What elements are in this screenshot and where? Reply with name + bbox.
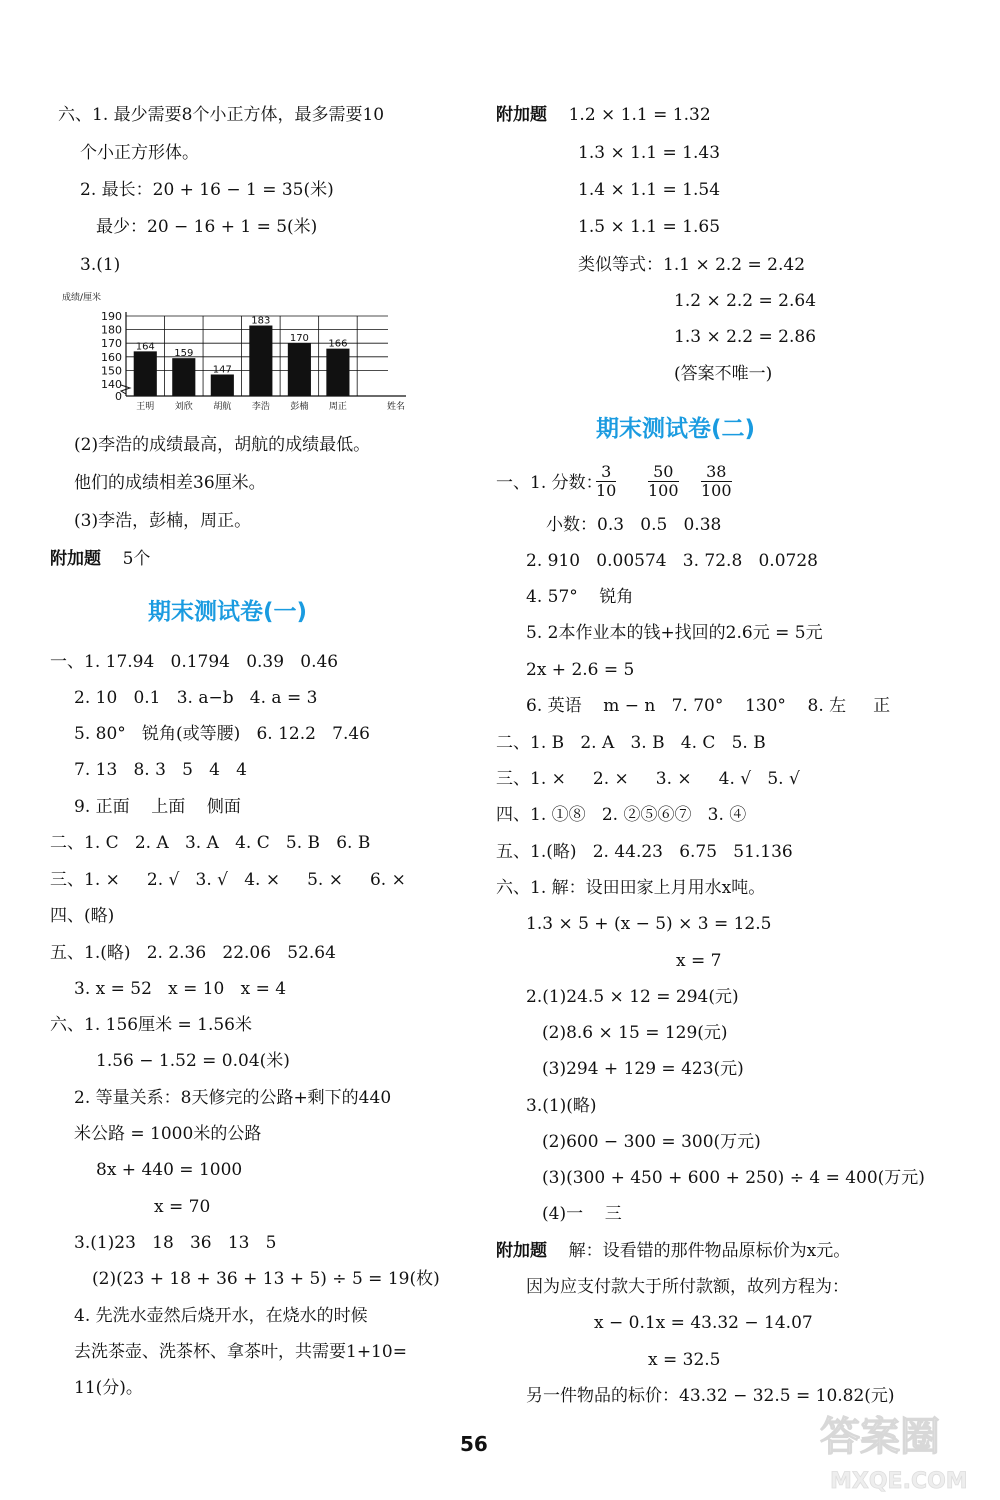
bar-value-label: 164 bbox=[135, 341, 155, 353]
right-answer-line: 5. 2本作业本的钱+找回的2.6元 = 5元 bbox=[526, 623, 823, 643]
section-title-final-exam-2: 期末测试卷(二) bbox=[596, 416, 756, 442]
left-answer-line: 1.56 − 1.52 = 0.04(米) bbox=[96, 1051, 290, 1071]
x-tick-label: 彭楠 bbox=[290, 402, 309, 412]
right-answer-line: 1.3 × 2.2 = 2.86 bbox=[674, 327, 817, 347]
right-answer-line: x = 7 bbox=[676, 951, 722, 971]
left-answer-line: (2)李浩的成绩最高，胡航的成绩最低。 bbox=[74, 435, 371, 455]
left-answer-line: 四、(略) bbox=[50, 906, 115, 926]
extra-question-label: 附加题 bbox=[496, 1241, 547, 1261]
left-answer-line: 他们的成绩相差36厘米。 bbox=[74, 473, 266, 493]
x-axis-label: 姓名 bbox=[386, 402, 406, 412]
left-answer-line: 五、1.(略) 2. 2.36 22.06 52.64 bbox=[50, 943, 336, 963]
x-tick-label: 王明 bbox=[136, 402, 155, 412]
bar bbox=[172, 358, 195, 396]
y-tick-label: 0 bbox=[115, 390, 122, 403]
left-answer-line: 8x + 440 = 1000 bbox=[96, 1160, 243, 1180]
fraction-2: $\frac{50}{100}$ bbox=[648, 462, 679, 500]
left-answer-line: 一、1. 17.94 0.1794 0.39 0.46 bbox=[50, 652, 339, 672]
bar-value-label: 159 bbox=[174, 348, 194, 360]
right-answer-line: 2x + 2.6 = 5 bbox=[526, 660, 635, 680]
left-answer-line: 2. 10 0.1 3. a−b 4. a = 3 bbox=[74, 688, 318, 708]
left-answer-line: 个小正方形体。 bbox=[80, 143, 199, 163]
watermark-url: MXQE.COM bbox=[830, 1469, 968, 1494]
x-tick-label: 刘欣 bbox=[174, 402, 193, 412]
right-answer-line: 三、1. × 2. × 3. × 4. √ 5. √ bbox=[496, 769, 800, 789]
left-answer-line: 3.(1)23 18 36 13 5 bbox=[74, 1233, 277, 1253]
y-tick-label: 150 bbox=[101, 364, 122, 378]
right-answer-line: 1.3 × 5 + (x − 5) × 3 = 12.5 bbox=[526, 914, 772, 934]
right-answer-line: 小数：0.3 0.5 0.38 bbox=[546, 515, 722, 535]
y-tick-label: 190 bbox=[101, 310, 122, 323]
left-answer-line: 4. 先洗水壶然后烧开水，在烧水的时候 bbox=[74, 1306, 368, 1326]
right-answer-line: (3)294 + 129 = 423(元) bbox=[542, 1059, 744, 1079]
right-answer-line: 2. 910 0.00574 3. 72.8 0.0728 bbox=[526, 551, 818, 571]
y-tick-label: 170 bbox=[101, 337, 122, 351]
left-answer-line: 11(分)。 bbox=[74, 1378, 143, 1398]
right-answer-line: (2)600 − 300 = 300(万元) bbox=[542, 1132, 761, 1152]
section-title-final-exam-1: 期末测试卷(一) bbox=[148, 599, 308, 625]
site-watermark-logo bbox=[810, 1400, 990, 1495]
right-answer-line: 因为应支付款大于所付款额，故列方程为： bbox=[526, 1277, 849, 1297]
right-answer-line: 附加题 解：设看错的那件物品原标价为x元。 bbox=[496, 1241, 851, 1261]
right-answer-line: 1.3 × 1.1 = 1.43 bbox=[578, 143, 721, 163]
page-number: 56 bbox=[460, 1432, 488, 1456]
extra-question-label: 附加题 bbox=[50, 549, 101, 569]
left-answer-line: 二、1. C 2. A 3. A 4. C 5. B 6. B bbox=[50, 833, 371, 853]
right-answer-line: (3)(300 + 450 + 600 + 250) ÷ 4 = 400(万元) bbox=[542, 1168, 925, 1188]
x-tick-label: 胡航 bbox=[213, 402, 232, 412]
right-answer-line: 一、1. 分数： bbox=[496, 473, 603, 493]
watermark-text: 答案圈 bbox=[820, 1414, 940, 1460]
left-answer-line: 附加题 5个 bbox=[50, 549, 151, 569]
left-answer-line: 六、1. 156厘米 = 1.56米 bbox=[50, 1015, 252, 1035]
left-answer-line: 最少：20 − 16 + 1 = 5(米) bbox=[96, 217, 318, 237]
left-answer-line: 去洗茶壶、洗茶杯、拿茶叶，共需要1+10= bbox=[74, 1342, 407, 1362]
left-answer-line: 2. 最长：20 + 16 − 1 = 35(米) bbox=[80, 180, 334, 200]
bar-value-label: 147 bbox=[212, 364, 232, 376]
height-bar-chart bbox=[58, 290, 428, 415]
right-answer-line: 四、1. ①⑧ 2. ②⑤⑥⑦ 3. ④ bbox=[496, 805, 747, 825]
bar bbox=[326, 349, 349, 396]
right-answer-line: 另一件物品的标价：43.32 − 32.5 = 10.82(元) bbox=[526, 1386, 895, 1406]
right-answer-line: 1.4 × 1.1 = 1.54 bbox=[578, 180, 721, 200]
right-answer-line: 2.(1)24.5 × 12 = 294(元) bbox=[526, 987, 739, 1007]
right-answer-line: 附加题 1.2 × 1.1 = 1.32 bbox=[496, 105, 711, 125]
y-tick-label: 180 bbox=[101, 323, 122, 337]
right-answer-line: x − 0.1x = 43.32 − 14.07 bbox=[594, 1313, 813, 1333]
left-answer-line: 9. 正面 上面 侧面 bbox=[74, 797, 241, 817]
left-answer-line: (2)(23 + 18 + 36 + 13 + 5) ÷ 5 = 19(枚) bbox=[92, 1269, 440, 1289]
right-answer-line: 4. 57° 锐角 bbox=[526, 587, 634, 607]
left-answer-line: 三、1. × 2. √ 3. √ 4. × 5. × 6. × bbox=[50, 870, 406, 890]
left-answer-line: 7. 13 8. 3 5 4 4 bbox=[74, 760, 247, 780]
left-answer-line: 六、1. 最少需要8个小正方体，最多需要10 bbox=[58, 105, 385, 125]
fraction-1: $\frac{3}{10}$ bbox=[596, 462, 617, 500]
y-tick-label: 140 bbox=[101, 378, 122, 391]
bar bbox=[211, 374, 234, 396]
x-tick-label: 李浩 bbox=[251, 402, 270, 412]
left-answer-line: 米公路 = 1000米的公路 bbox=[74, 1124, 262, 1144]
right-answer-line: 3.(1)(略) bbox=[526, 1096, 597, 1116]
right-answer-line: (4)一 三 bbox=[542, 1204, 622, 1224]
bar-value-label: 166 bbox=[328, 338, 348, 350]
y-tick-label: 160 bbox=[101, 350, 122, 364]
bar-value-label: 183 bbox=[251, 315, 271, 327]
right-answer-line: (答案不唯一) bbox=[674, 364, 773, 384]
right-answer-line: 6. 英语 m − n 7. 70° 130° 8. 左 正 bbox=[526, 696, 891, 716]
right-answer-line: (2)8.6 × 15 = 129(元) bbox=[542, 1023, 728, 1043]
extra-question-label: 附加题 bbox=[496, 105, 547, 125]
y-axis-label: 成绩/厘米 bbox=[62, 293, 102, 303]
bar bbox=[134, 351, 157, 396]
right-answer-line: 类似等式：1.1 × 2.2 = 2.42 bbox=[578, 255, 806, 275]
left-answer-line: x = 70 bbox=[154, 1197, 211, 1217]
bar bbox=[288, 343, 311, 396]
bar-value-label: 170 bbox=[289, 333, 309, 345]
left-answer-line: 2. 等量关系：8天修完的公路+剩下的440 bbox=[74, 1088, 392, 1108]
left-answer-line: 5. 80° 锐角(或等腰) 6. 12.2 7.46 bbox=[74, 724, 370, 744]
fraction-3: $\frac{38}{100}$ bbox=[701, 462, 732, 500]
left-answer-line: 3. x = 52 x = 10 x = 4 bbox=[74, 979, 287, 999]
bar bbox=[249, 326, 272, 396]
right-answer-line: x = 32.5 bbox=[648, 1350, 721, 1370]
right-answer-line: 六、1. 解：设田田家上月用水x吨。 bbox=[496, 878, 766, 898]
right-answer-line: 1.2 × 2.2 = 2.64 bbox=[674, 291, 817, 311]
right-answer-line: 二、1. B 2. A 3. B 4. C 5. B bbox=[496, 733, 766, 753]
left-answer-line: 3.(1) bbox=[80, 255, 121, 275]
right-answer-line: 五、1.(略) 2. 44.23 6.75 51.136 bbox=[496, 842, 793, 862]
right-answer-line: 1.5 × 1.1 = 1.65 bbox=[578, 217, 721, 237]
left-answer-line: (3)李浩，彭楠，周正。 bbox=[74, 511, 252, 531]
x-tick-label: 周正 bbox=[328, 402, 347, 412]
